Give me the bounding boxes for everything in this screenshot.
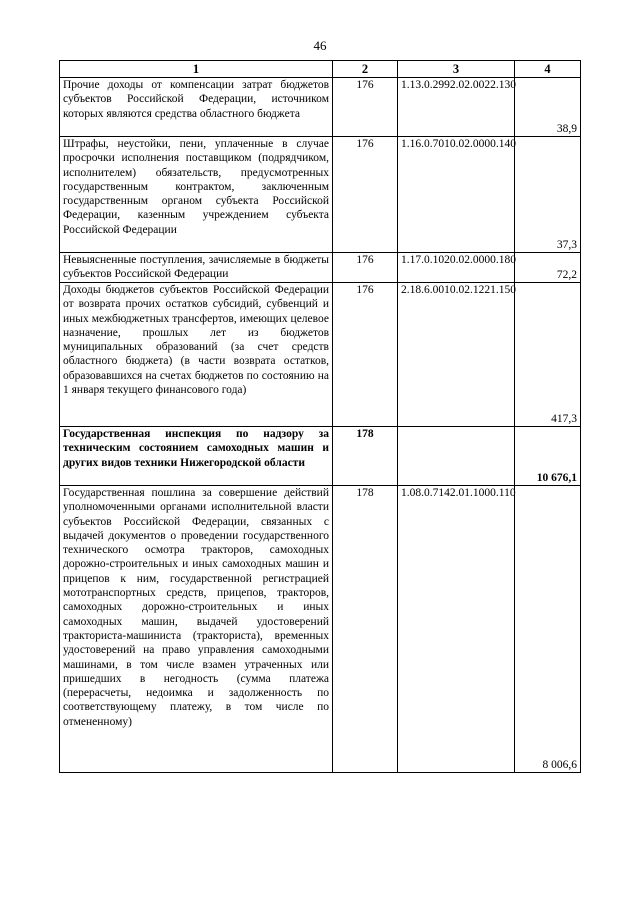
revenue-description: Штрафы, неустойки, пени, уплаченные в случае просрочки исполнения поставщиком (подрядчиком, исполнителем) обязательств, предусмотренных государственным контрактом, заключенным государственным органом субъекта Российской Федерации, казенным учреждением субъекта Российской Федерации — [60, 137, 333, 253]
admin-code: 176 — [333, 253, 398, 283]
admin-code: 176 — [333, 78, 398, 137]
table-row — [60, 137, 581, 253]
column-header: 1 — [60, 61, 333, 78]
budget-classification-code: 1.16.0.7010.02.0000.140 — [398, 137, 515, 253]
budget-classification-code: 1.17.0.1020.02.0000.180 — [398, 253, 515, 283]
page-number: 46 — [313, 38, 327, 53]
table-header-row — [60, 61, 581, 78]
table-row — [60, 283, 581, 427]
budget-classification-code: 1.13.0.2992.02.0022.130 — [398, 78, 515, 137]
revenue-table — [59, 60, 581, 773]
column-header: 4 — [515, 61, 581, 78]
amount: 8 006,6 — [515, 486, 581, 773]
table-row — [60, 78, 581, 137]
column-header: 2 — [333, 61, 398, 78]
section-total-amount: 10 676,1 — [515, 427, 581, 486]
revenue-description: Государственная пошлина за совершение действий уполномоченными органами исполнительной власти субъектов Российской Федерации, связанных с выдачей документов о проведении государственного технического осмотра тракторов, самоходных дорожно-строительных и иных самоходных машин и прицепов к ним, государственной регистрацией мототранспортных средств, прицепов, тракторов, самоходных дорожно-строительных и иных самоходных машин, выдачей удостоверений тракториста-машиниста (тракториста), временных удостоверений на право управления самоходными машинами, в том числе взамен утраченных или пришедших в негодность (сумма платежа (перерасчеты, недоимка и задолженность по соответствующему платежу, в том числе по отмененному) — [60, 486, 333, 773]
admin-code: 178 — [333, 486, 398, 773]
budget-classification-code: 2.18.6.0010.02.1221.150 — [398, 283, 515, 427]
budget-classification-code: 1.08.0.7142.01.1000.110 — [398, 486, 515, 773]
amount: 72,2 — [515, 253, 581, 283]
section-title: Государственная инспекция по надзору за техническим состоянием самоходных машин и других видов техники Нижегородской области — [60, 427, 333, 486]
admin-code: 178 — [333, 427, 398, 486]
admin-code: 176 — [333, 137, 398, 253]
revenue-description: Прочие доходы от компенсации затрат бюджетов субъектов Российской Федерации, источником которых являются средства областного бюджета — [60, 78, 333, 137]
table-row — [60, 486, 581, 773]
amount: 38,9 — [515, 78, 581, 137]
revenue-description: Невыясненные поступления, зачисляемые в бюджеты субъектов Российской Федерации — [60, 253, 333, 283]
table-row — [60, 253, 581, 283]
table-row-section — [60, 427, 581, 486]
budget-classification-code — [398, 427, 515, 486]
amount: 37,3 — [515, 137, 581, 253]
column-header: 3 — [398, 61, 515, 78]
admin-code: 176 — [333, 283, 398, 427]
amount: 417,3 — [515, 283, 581, 427]
revenue-description: Доходы бюджетов субъектов Российской Федерации от возврата прочих остатков субсидий, субвенций и иных межбюджетных трансфертов, имеющих целевое назначение, прошлых лет из бюджетов муниципальных образований (за счет средств областного бюджета) (в части возврата остатков, образовавшихся на счетах бюджетов по состоянию на 1 января текущего финансового года) — [60, 283, 333, 427]
